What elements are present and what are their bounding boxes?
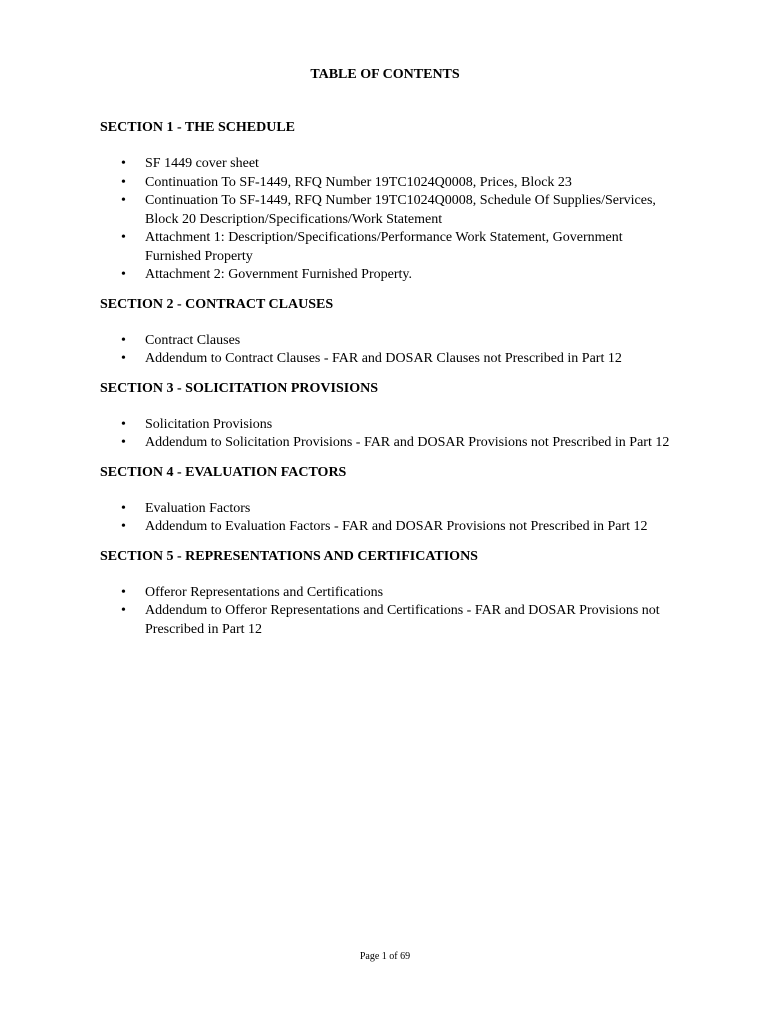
bullet-icon: • (121, 416, 126, 432)
toc-section-2 (100, 296, 680, 369)
toc-section-4 (100, 464, 680, 537)
list-item (100, 602, 680, 639)
list-item (100, 518, 680, 537)
list-item (100, 434, 680, 453)
bullet-icon: • (121, 156, 126, 171)
section-heading: SECTION 4 - EVALUATION FACTORS (100, 464, 347, 480)
bullet-icon: • (121, 267, 126, 282)
bullet-icon: • (121, 519, 126, 534)
bullet-icon: • (121, 500, 126, 516)
list-item-text: Offeror Representations and Certifications (145, 584, 384, 600)
list-item-text: Addendum to Contract Clauses - FAR and DOSAR Clauses not Prescribed in Part 12 (145, 351, 622, 366)
bullet-icon: • (121, 435, 126, 450)
section-heading: SECTION 5 - REPRESENTATIONS AND CERTIFICATIONS (100, 548, 478, 564)
list-item (100, 584, 680, 603)
section-item-list (100, 584, 680, 640)
list-item-text: Addendum to Evaluation Factors - FAR and DOSAR Provisions not Prescribed in Part 12 (145, 519, 648, 534)
bullet-icon: • (121, 193, 126, 208)
list-item (100, 416, 680, 435)
list-item (100, 174, 680, 193)
bullet-icon: • (121, 603, 126, 618)
toc-section-1 (100, 119, 680, 285)
toc-section-5 (100, 548, 680, 640)
list-item (100, 155, 680, 174)
section-item-list (100, 155, 680, 285)
section-item-list (100, 416, 680, 453)
bullet-icon: • (121, 174, 126, 190)
toc-content (100, 119, 680, 650)
list-item-text: Evaluation Factors (145, 500, 251, 516)
list-item (100, 350, 680, 369)
section-item-list (100, 332, 680, 369)
list-item-text: Addendum to Solicitation Provisions - FAR and DOSAR Provisions not Prescribed in Part 12 (145, 435, 670, 450)
page-title: TABLE OF CONTENTS (310, 67, 460, 82)
section-heading: SECTION 2 - CONTRACT CLAUSES (100, 296, 334, 312)
list-item (100, 229, 680, 266)
list-item-text: Continuation To SF-1449, RFQ Number 19TC1024Q0008, Schedule Of Supplies/Services, Block 20 Description/Specifications/Work Statement (145, 193, 656, 227)
page-number: Page 1 of 69 (359, 951, 411, 962)
list-item-text: Solicitation Provisions (145, 416, 273, 432)
section-item-list (100, 500, 680, 537)
list-item (100, 266, 680, 285)
list-item-text: Addendum to Offeror Representations and Certifications - FAR and DOSAR Provisions not Prescribed in Part 12 (145, 603, 660, 637)
list-item-text: Continuation To SF-1449, RFQ Number 19TC1024Q0008, Prices, Block 23 (145, 174, 572, 190)
list-item (100, 332, 680, 351)
list-item-text: SF 1449 cover sheet (145, 156, 259, 171)
list-item-text: Contract Clauses (145, 332, 241, 348)
bullet-icon: • (121, 230, 126, 245)
section-heading: SECTION 1 - THE SCHEDULE (100, 120, 296, 135)
section-heading: SECTION 3 - SOLICITATION PROVISIONS (100, 380, 378, 396)
bullet-icon: • (121, 584, 126, 600)
list-item-text: Attachment 2: Government Furnished Property. (145, 267, 412, 282)
toc-section-3 (100, 380, 680, 453)
list-item (100, 192, 680, 229)
list-item (100, 500, 680, 519)
list-item-text: Attachment 1: Description/Specifications/Performance Work Statement, Government Furnished Property (145, 230, 623, 264)
bullet-icon: • (121, 351, 126, 366)
bullet-icon: • (121, 332, 126, 348)
